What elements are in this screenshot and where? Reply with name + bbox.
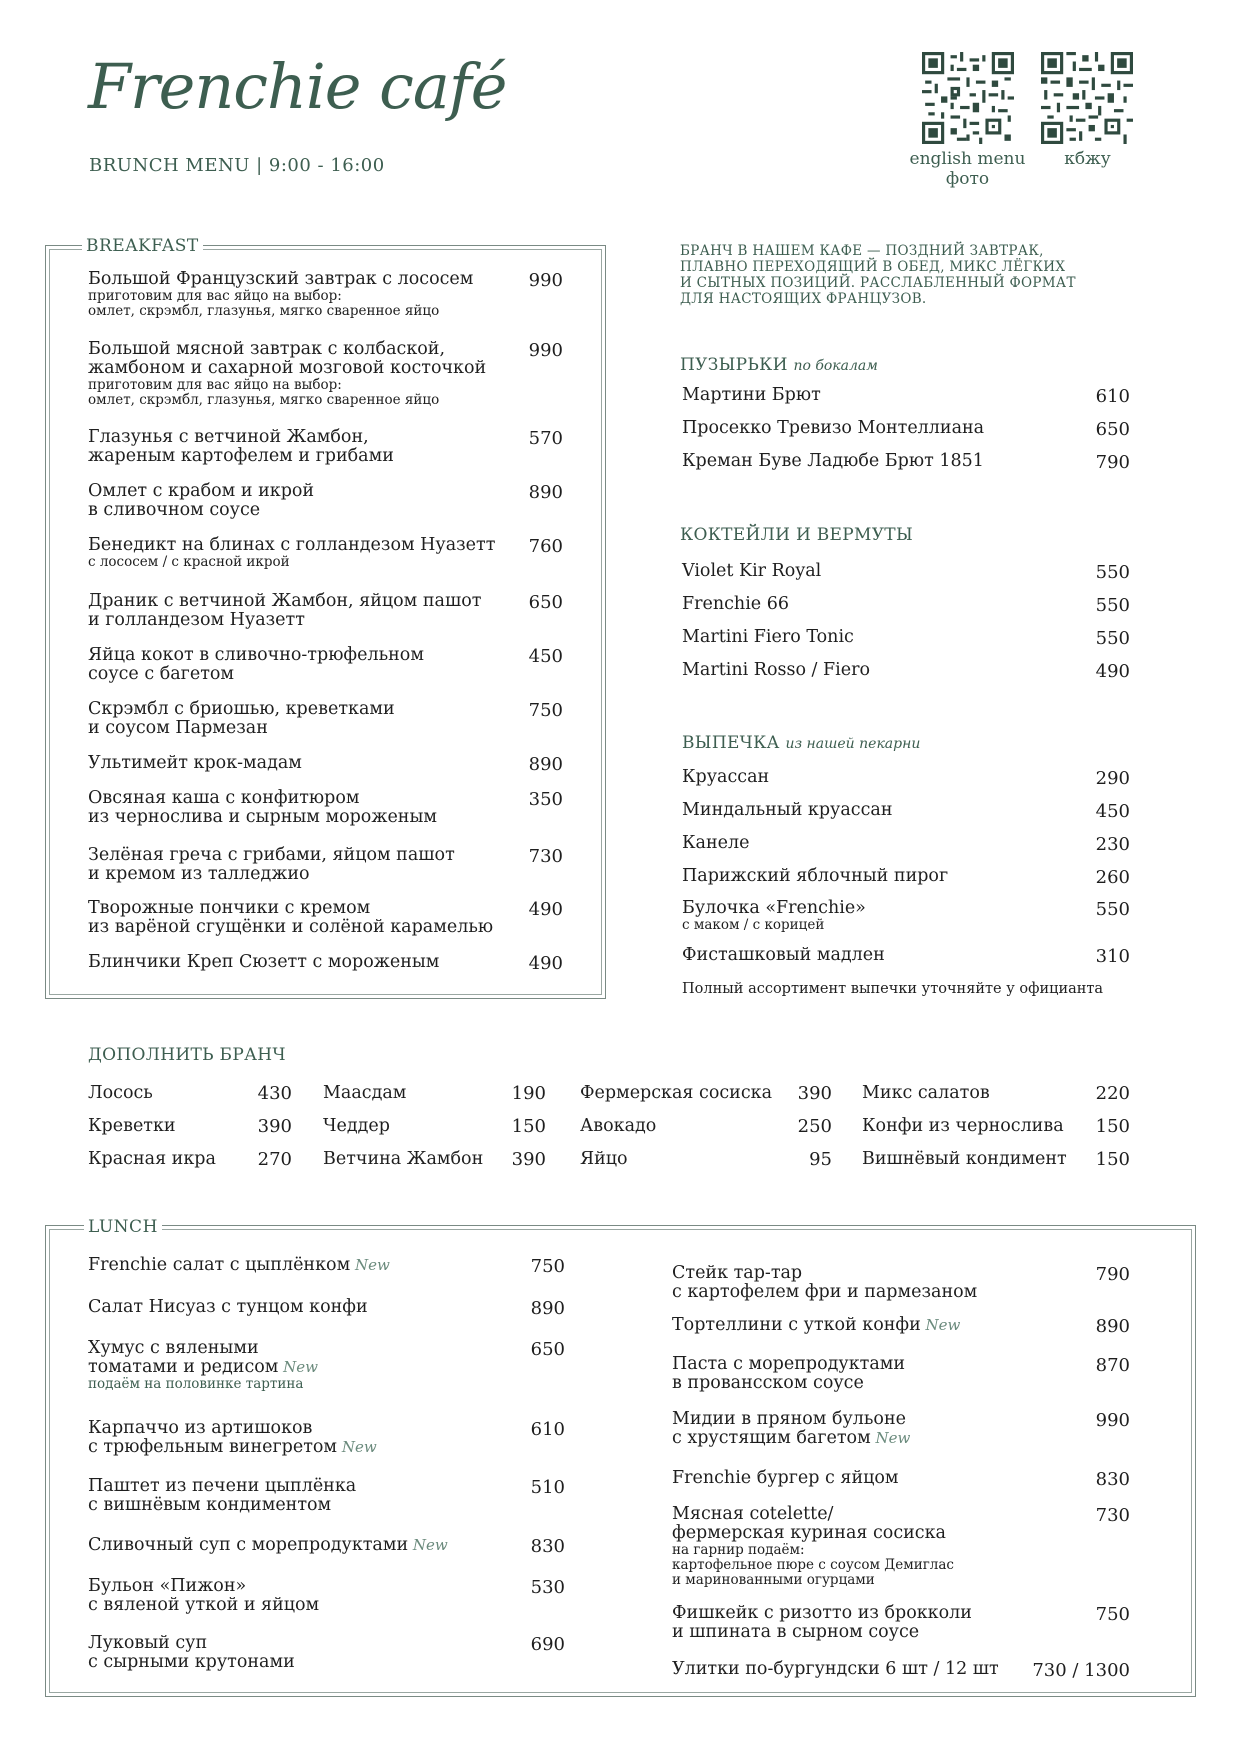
lunch-item xyxy=(672,1264,977,1302)
lunch-item xyxy=(672,1410,910,1448)
lunch-item-name: Мидии в пряном бульоне с хрустящим багетом New xyxy=(672,1409,911,1448)
bakery-item-price: 230 xyxy=(1095,834,1130,855)
breakfast-item xyxy=(88,536,495,570)
lunch-item-name: Бульон «Пижон» с вяленой уткой и яйцом xyxy=(88,1576,320,1615)
cocktail-item-name: Martini Fiero Tonic xyxy=(682,627,854,647)
cocktail-item xyxy=(682,628,854,647)
addon-item-name: Красная икра xyxy=(88,1149,216,1169)
breakfast-item-name: Скрэмбл с бриошью, креветками и соусом Пармезан xyxy=(88,699,395,738)
lunch-item-name: Фишкейк с ризотто из брокколи и шпината в сырном соусе xyxy=(672,1603,972,1642)
bubbles-heading xyxy=(680,355,878,375)
lunch-item-price: 690 xyxy=(530,1634,565,1655)
lunch-item xyxy=(88,1577,319,1615)
addon-item-price: 390 xyxy=(797,1083,832,1104)
cocktail-item-price: 490 xyxy=(1095,661,1130,682)
addon-item-price: 150 xyxy=(1095,1116,1130,1137)
breakfast-item-price: 350 xyxy=(528,789,563,810)
lunch-item-price: 610 xyxy=(530,1419,565,1440)
lunch-item-price: 990 xyxy=(1095,1410,1130,1431)
lunch-item-price: 790 xyxy=(1095,1264,1130,1285)
bubbles-item xyxy=(682,452,984,471)
lunch-item-name: Frenchie салат с цыплёнком New xyxy=(88,1255,390,1275)
qr-code-icon xyxy=(922,52,1014,144)
breakfast-item-price: 490 xyxy=(528,899,563,920)
lunch-title: LUNCH xyxy=(84,1217,162,1237)
lunch-item xyxy=(88,1536,448,1555)
breakfast-item-price: 990 xyxy=(528,340,563,361)
breakfast-item-description: приготовим для вас яйцо на выбор: омлет, скрэмбл, глазунья, мягко сваренное яйцо xyxy=(88,288,440,319)
breakfast-item-name: Овсяная каша с конфитюром из чернослива и сырным мороженым xyxy=(88,788,438,827)
breakfast-item-name: Ультимейт крок-мадам xyxy=(88,753,302,773)
addon-item-name: Авокадо xyxy=(580,1116,657,1136)
breakfast-item-price: 890 xyxy=(528,482,563,503)
cocktails-title: КОКТЕЙЛИ И ВЕРМУТЫ xyxy=(680,525,913,545)
qr-code-icon xyxy=(1041,52,1133,144)
addon-item-price: 430 xyxy=(257,1083,292,1104)
breakfast-item xyxy=(88,646,424,684)
breakfast-item xyxy=(88,846,455,884)
lunch-item-name: Паштет из печени цыплёнка с вишнёвым кондиментом xyxy=(88,1476,357,1515)
bakery-item-price: 550 xyxy=(1095,899,1130,920)
lunch-item xyxy=(88,1419,377,1457)
breakfast-item-description: приготовим для вас яйцо на выбор: омлет, скрэмбл, глазунья, мягко сваренное яйцо xyxy=(88,377,440,408)
addon-item-name: Вишнёвый кондимент xyxy=(862,1149,1067,1169)
breakfast-item-name: Творожные пончики с кремом из варёной сгущёнки и солёной карамелью xyxy=(88,898,494,937)
addon-item-name: Креветки xyxy=(88,1116,176,1136)
breakfast-item-price: 650 xyxy=(528,592,563,613)
addon-item-price: 190 xyxy=(511,1083,546,1104)
lunch-item-name: Карпаччо из артишоков с трюфельным винегретом New xyxy=(88,1418,377,1457)
breakfast-item-name: Яйца кокот в сливочно-трюфельном соусе с багетом xyxy=(88,645,424,684)
breakfast-item xyxy=(88,340,486,408)
breakfast-item xyxy=(88,270,473,319)
bubbles-item-name: Мартини Брют xyxy=(682,385,821,405)
bubbles-item-price: 610 xyxy=(1095,386,1130,407)
lunch-item-name: Луковый суп с сырными крутонами xyxy=(88,1633,295,1672)
bakery-footnote: Полный ассортимент выпечки уточняйте у официанта xyxy=(682,981,1104,997)
lunch-item-price: 650 xyxy=(530,1339,565,1360)
lunch-item-description: на гарнир подаём: картофельное пюре с соусом Демиглас и маринованными огурцами xyxy=(672,1542,954,1588)
new-badge: New xyxy=(920,1316,961,1334)
bakery-title: ВЫПЕЧКА xyxy=(682,733,780,753)
qr-label-english-menu: english menu фото xyxy=(909,149,1026,189)
lunch-item-name: Салат Нисуаз с тунцом конфи xyxy=(88,1297,368,1317)
bakery-item-price: 310 xyxy=(1095,946,1130,967)
cocktail-item-name: Frenchie 66 xyxy=(682,594,789,614)
bubbles-item xyxy=(682,419,984,438)
lunch-item-price: 730 xyxy=(1095,1505,1130,1526)
bakery-item-price: 260 xyxy=(1095,867,1130,888)
bakery-item xyxy=(682,867,948,886)
lunch-item-name: Мясная cotelette/ фермерская куриная сосиска xyxy=(672,1504,946,1543)
bakery-item-name: Булочка «Frenchie» xyxy=(682,898,866,918)
new-badge: New xyxy=(350,1256,390,1274)
addon-item-price: 220 xyxy=(1095,1083,1130,1104)
bakery-item-price: 290 xyxy=(1095,768,1130,789)
lunch-item-price: 890 xyxy=(1095,1316,1130,1337)
cocktail-item xyxy=(682,595,789,614)
lunch-item xyxy=(672,1505,954,1588)
bakery-item xyxy=(682,899,866,933)
breakfast-item xyxy=(88,899,493,937)
breakfast-item xyxy=(88,428,394,466)
addon-item-name: Маасдам xyxy=(323,1083,407,1103)
cafe-logo: Frenchie café xyxy=(88,50,507,123)
lunch-item xyxy=(672,1355,905,1393)
breakfast-item-name: Глазунья с ветчиной Жамбон, жареным картофелем и грибами xyxy=(88,427,394,466)
lunch-item xyxy=(672,1316,960,1335)
addon-item-price: 95 xyxy=(809,1149,832,1170)
lunch-item-name: Хумус с вялеными томатами и редисом New xyxy=(88,1338,318,1377)
bubbles-item-price: 790 xyxy=(1095,452,1130,473)
breakfast-title: BREAKFAST xyxy=(82,236,203,256)
lunch-item-name: Тортеллини с уткой конфи New xyxy=(672,1315,961,1335)
lunch-item-price: 530 xyxy=(530,1577,565,1598)
lunch-item xyxy=(88,1339,318,1392)
lunch-item-price: 870 xyxy=(1095,1355,1130,1376)
qr-code-english-menu[interactable] xyxy=(922,52,1014,148)
addon-item-price: 150 xyxy=(1095,1149,1130,1170)
bakery-note: из нашей пекарни xyxy=(785,736,921,752)
lunch-item-price: 890 xyxy=(530,1298,565,1319)
cocktail-item-price: 550 xyxy=(1095,595,1130,616)
addon-item-name: Чеддер xyxy=(323,1116,390,1136)
bakery-item-name: Круассан xyxy=(682,767,770,787)
breakfast-item-name: Омлет с крабом и икрой в сливочном соусе xyxy=(88,481,315,520)
addon-item-name: Конфи из чернослива xyxy=(862,1116,1064,1136)
cocktail-item xyxy=(682,562,821,581)
qr-code-kbju[interactable] xyxy=(1041,52,1133,148)
breakfast-item-price: 890 xyxy=(528,754,563,775)
breakfast-item-price: 570 xyxy=(528,428,563,449)
breakfast-item xyxy=(88,754,302,773)
new-badge: New xyxy=(408,1536,448,1554)
bakery-item xyxy=(682,946,885,965)
bakery-item-name: Миндальный круассан xyxy=(682,800,893,820)
lunch-item-price: 510 xyxy=(530,1477,565,1498)
addon-item-price: 270 xyxy=(257,1149,292,1170)
lunch-item-name: Frenchie бургер с яйцом xyxy=(672,1468,899,1488)
lunch-item xyxy=(672,1604,972,1642)
new-badge: New xyxy=(870,1429,911,1447)
bubbles-item-price: 650 xyxy=(1095,419,1130,440)
bubbles-item xyxy=(682,386,821,405)
lunch-item-price: 750 xyxy=(1095,1604,1130,1625)
bakery-item xyxy=(682,834,749,853)
cocktail-item-price: 550 xyxy=(1095,562,1130,583)
lunch-item xyxy=(88,1634,295,1672)
lunch-box xyxy=(45,1225,1196,1697)
addon-item-name: Лосось xyxy=(88,1083,153,1103)
bubbles-item-name: Креман Буве Ладюбе Брют 1851 xyxy=(682,451,984,471)
addon-item-name: Ветчина Жамбон xyxy=(323,1149,484,1169)
qr-label-kbju: кбжу xyxy=(1064,149,1111,169)
breakfast-item xyxy=(88,700,395,738)
breakfast-item-description: с лососем / с красной икрой xyxy=(88,554,290,570)
new-badge: New xyxy=(278,1358,318,1376)
addon-item-name: Яйцо xyxy=(580,1149,628,1169)
breakfast-item-name: Бенедикт на блинах с голландезом Нуазетт xyxy=(88,535,496,555)
brunch-intro: БРАНЧ В НАШЕМ КАФЕ — ПОЗДНИЙ ЗАВТРАК, ПЛАВНО ПЕРЕХОДЯЩИЙ В ОБЕД, МИКС ЛЁГКИХ И СЫТНЫХ ПОЗИЦИЙ. РАССЛАБЛЕННЫЙ ФОРМАТ ДЛЯ НАСТОЯЩИХ ФРАНЦУЗОВ. xyxy=(680,243,1076,307)
addon-item-price: 390 xyxy=(257,1116,292,1137)
lunch-item-price: 830 xyxy=(1095,1469,1130,1490)
bakery-item-name: Канеле xyxy=(682,833,750,853)
lunch-item-price: 730 / 1300 xyxy=(1032,1660,1130,1681)
breakfast-item-name: Большой мясной завтрак с колбаской, жамбоном и сахарной мозговой косточкой xyxy=(88,339,487,378)
breakfast-item xyxy=(88,789,437,827)
bakery-item-price: 450 xyxy=(1095,801,1130,822)
bakery-item-description: с маком / с корицей xyxy=(682,917,825,933)
lunch-item-price: 750 xyxy=(530,1256,565,1277)
breakfast-item-price: 490 xyxy=(528,953,563,974)
bakery-item xyxy=(682,768,769,787)
breakfast-item-price: 730 xyxy=(528,846,563,867)
breakfast-item-price: 760 xyxy=(528,536,563,557)
bakery-item-name: Парижский яблочный пирог xyxy=(682,866,949,886)
lunch-item xyxy=(88,1256,390,1275)
breakfast-item-name: Зелёная греча с грибами, яйцом пашот и кремом из талледжио xyxy=(88,845,455,884)
addon-item-price: 250 xyxy=(797,1116,832,1137)
bubbles-item-name: Просекко Тревизо Монтеллиана xyxy=(682,418,985,438)
addon-item-price: 390 xyxy=(511,1149,546,1170)
breakfast-item xyxy=(88,482,314,520)
breakfast-item xyxy=(88,592,481,630)
cocktail-item xyxy=(682,661,870,680)
brunch-hours: BRUNCH MENU | 9:00 - 16:00 xyxy=(89,155,385,176)
breakfast-item-price: 990 xyxy=(528,270,563,291)
lunch-item-price: 830 xyxy=(530,1536,565,1557)
breakfast-item-name: Драник с ветчиной Жамбон, яйцом пашот и голландезом Нуазетт xyxy=(88,591,482,630)
lunch-item-name: Стейк тар-тар с картофелем фри и пармезаном xyxy=(672,1263,978,1302)
lunch-item-description: подаём на половинке тартина xyxy=(88,1376,304,1392)
bubbles-note: по бокалам xyxy=(793,358,878,374)
bakery-heading xyxy=(682,733,920,753)
cocktail-item-name: Martini Rosso / Fiero xyxy=(682,660,871,680)
lunch-item-name: Улитки по-бургундски 6 шт / 12 шт xyxy=(672,1659,999,1679)
addon-item-price: 150 xyxy=(511,1116,546,1137)
breakfast-item xyxy=(88,953,439,972)
lunch-item-name: Сливочный суп с морепродуктами New xyxy=(88,1535,448,1555)
breakfast-item-name: Блинчики Креп Сюзетт с мороженым xyxy=(88,952,440,972)
cocktail-item-name: Violet Kir Royal xyxy=(682,561,822,581)
lunch-item xyxy=(88,1298,368,1317)
breakfast-item-name: Большой Французский завтрак с лососем xyxy=(88,269,474,289)
bakery-item xyxy=(682,801,893,820)
addon-item-name: Фермерская сосиска xyxy=(580,1083,773,1103)
addons-title: ДОПОЛНИТЬ БРАНЧ xyxy=(88,1045,286,1065)
cocktail-item-price: 550 xyxy=(1095,628,1130,649)
lunch-item xyxy=(672,1660,999,1679)
addon-item-name: Микс салатов xyxy=(862,1083,990,1103)
breakfast-item-price: 750 xyxy=(528,700,563,721)
bakery-item-name: Фисташковый мадлен xyxy=(682,945,885,965)
breakfast-item-price: 450 xyxy=(528,646,563,667)
lunch-item xyxy=(88,1477,356,1515)
new-badge: New xyxy=(337,1438,377,1456)
bubbles-title: ПУЗЫРЬКИ xyxy=(680,355,788,375)
lunch-item-name: Паста с морепродуктами в провансском соусе xyxy=(672,1354,906,1393)
lunch-item xyxy=(672,1469,899,1488)
